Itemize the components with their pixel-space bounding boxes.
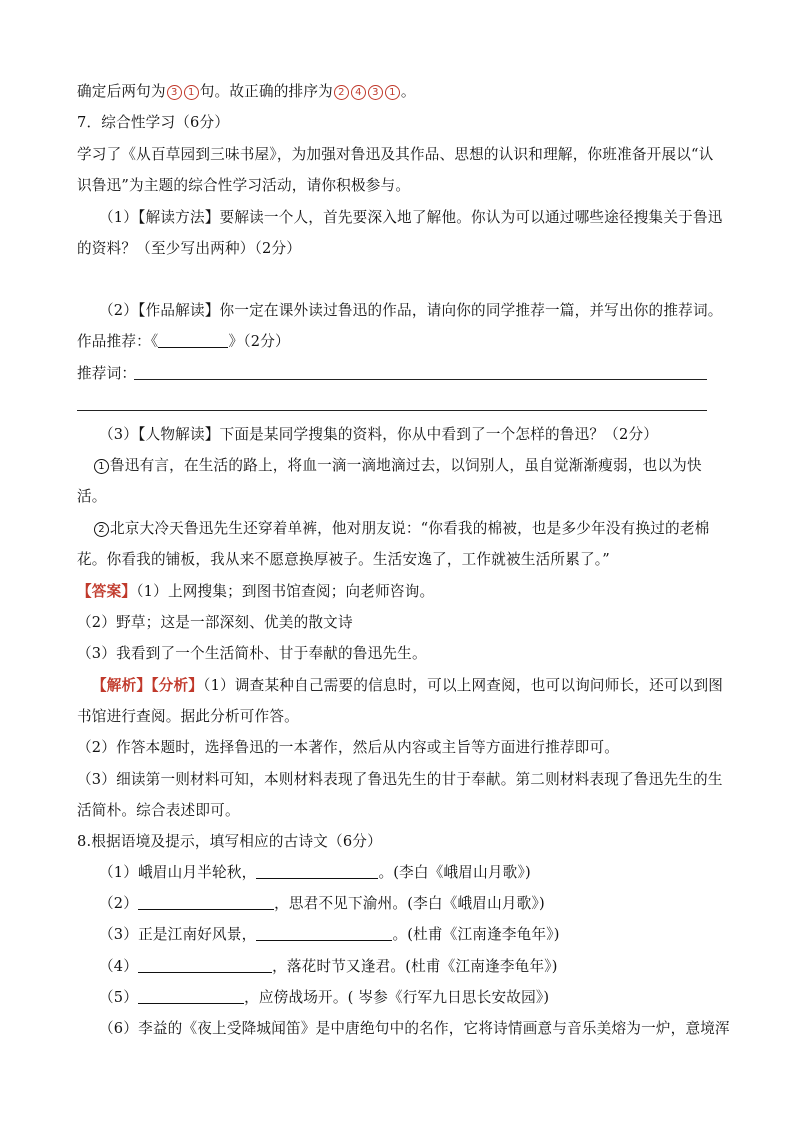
text: （1）调查某种自己需要的信息时，可以上网查阅，也可以询问师长，还可以到图: [203, 677, 724, 694]
q8-item-5: [99, 988, 549, 1008]
text: 。(杜甫《江南逢李龟年》): [392, 926, 560, 943]
text: 。: [400, 83, 416, 100]
q7-part2-line-1: （2）【作品解读】你一定在课外读过鲁迅的作品，请向你的同学推荐一篇，并写出你的推荐词。: [99, 302, 723, 319]
q7-answer-line-2: （2）野草；这是一部深刻、优美的散文诗: [77, 614, 353, 631]
q7-analysis-line-5: 活简朴。综合表述即可。: [77, 802, 240, 819]
q7-analysis-line-4: （3）细读第一则材料可知，本则材料表现了鲁迅先生的甘于奉献。第二则材料表现了鲁迅先生的生: [77, 771, 723, 788]
answer-blank[interactable]: [256, 925, 392, 941]
text: ，应傍战场开。( 岑参《行军九日思长安故园》): [244, 989, 550, 1006]
q7-analysis-line-3: （2）作答本题时，选择鲁迅的一本著作，然后从内容或主旨等方面进行推荐即可。: [77, 739, 620, 756]
q8-item-3: [99, 925, 560, 945]
q7-intro-line-2: 识鲁迅”为主题的综合性学习活动，请你积极参与。: [77, 177, 411, 194]
q7-material-1-line-2: 活。: [77, 488, 107, 505]
text: ，思君不见下渝州。(李白《峨眉山月歌》): [274, 895, 545, 912]
q8-item-4: [99, 957, 558, 977]
text: （3）正是江南好风景，: [99, 926, 257, 943]
q8-item-1: [99, 863, 531, 883]
q7-answer-line-1: [77, 582, 434, 602]
text: 作品推荐：《: [77, 333, 159, 350]
circled-number: 3: [368, 85, 383, 100]
q7-analysis-line-2: 书馆进行查阅。据此分析可作答。: [77, 708, 299, 725]
text: 。(李白《峨眉山月歌》): [378, 864, 531, 881]
analysis-tag: 【分析】: [151, 677, 204, 694]
analysis-tag: 【解析】: [92, 677, 152, 694]
q7-material-1-line-1: [93, 456, 702, 476]
q7-part2-recommend: [77, 332, 290, 352]
q7-part2-words-label: 推荐词：: [77, 365, 137, 382]
q7-analysis-line-1: [92, 676, 723, 696]
text: （1）上网搜集；到图书馆查阅；向老师咨询。: [136, 583, 435, 600]
text: 》（2分）: [228, 333, 290, 350]
text: 鲁迅有言，在生活的路上，将血一滴一滴地滴过去，以饲别人，虽自觉渐渐瘦弱，也以为快: [110, 457, 702, 474]
circled-number: 1: [385, 85, 400, 100]
answer-blank[interactable]: [138, 957, 272, 973]
text: （1）峨眉山月半轮秋，: [99, 864, 257, 881]
answer-tag: 【答案】: [77, 583, 137, 600]
q8-item-6: （6）李益的《夜上受降城闻笛》是中唐绝句中的名作，它将诗情画意与音乐美熔为一炉，意境浑: [99, 1020, 730, 1037]
answer-blank[interactable]: [256, 863, 378, 879]
text: （2）: [99, 895, 139, 912]
answer-blank[interactable]: [138, 894, 274, 910]
text: 句。故正确的排序为: [199, 83, 333, 100]
circled-number: 1: [184, 85, 199, 100]
q7-material-2-line-2: 花。你看我的铺板，我从来不愿意换厚被子。生活安逸了，工作就被生活所累了。”: [77, 551, 610, 568]
q8-title: 8.根据语境及提示，填写相应的古诗文（6分）: [77, 833, 382, 850]
text: （4）: [99, 958, 139, 975]
circled-number: 1: [94, 459, 109, 474]
answer-blank[interactable]: [158, 332, 228, 348]
answer-blank[interactable]: [138, 988, 244, 1004]
circled-number: 3: [167, 85, 182, 100]
text: 确定后两句为: [77, 83, 166, 100]
q7-part1-line-2: 的资料？（至少写出两种）（2分）: [77, 240, 302, 257]
q7-answer-line-3: （3）我看到了一个生活简朴、甘于奉献的鲁迅先生。: [77, 645, 427, 662]
circled-number: 4: [351, 85, 366, 100]
q7-title: 7．综合性学习（6分）: [77, 114, 230, 131]
text: ，落花时节又逢君。(杜甫《江南逢李龟年》): [272, 958, 558, 975]
answer-line[interactable]: [77, 410, 707, 411]
q7-material-2-line-1: [93, 519, 709, 539]
q8-item-2: [99, 894, 545, 914]
q7-intro-line-1: 学习了《从百草园到三味书屋》，为加强对鲁迅及其作品、思想的认识和理解，你班准备开展以“认: [77, 146, 714, 163]
answer-order-line: [77, 82, 416, 102]
text: 北京大冷天鲁迅先生还穿着单裤，他对朋友说：“你看我的棉被，也是多少年没有换过的老棉: [110, 520, 710, 537]
circled-number: 2: [94, 522, 109, 537]
circled-number: 2: [334, 85, 349, 100]
q7-part3-line-1: （3）【人物解读】下面是某同学搜集的资料，你从中看到了一个怎样的鲁迅？（2分）: [99, 426, 659, 443]
q7-part1-line-1: （1）【解读方法】要解读一个人，首先要深入地了解他。你认为可以通过哪些途径搜集关于鲁迅: [99, 209, 723, 226]
answer-line[interactable]: [134, 379, 707, 380]
text: （5）: [99, 989, 139, 1006]
